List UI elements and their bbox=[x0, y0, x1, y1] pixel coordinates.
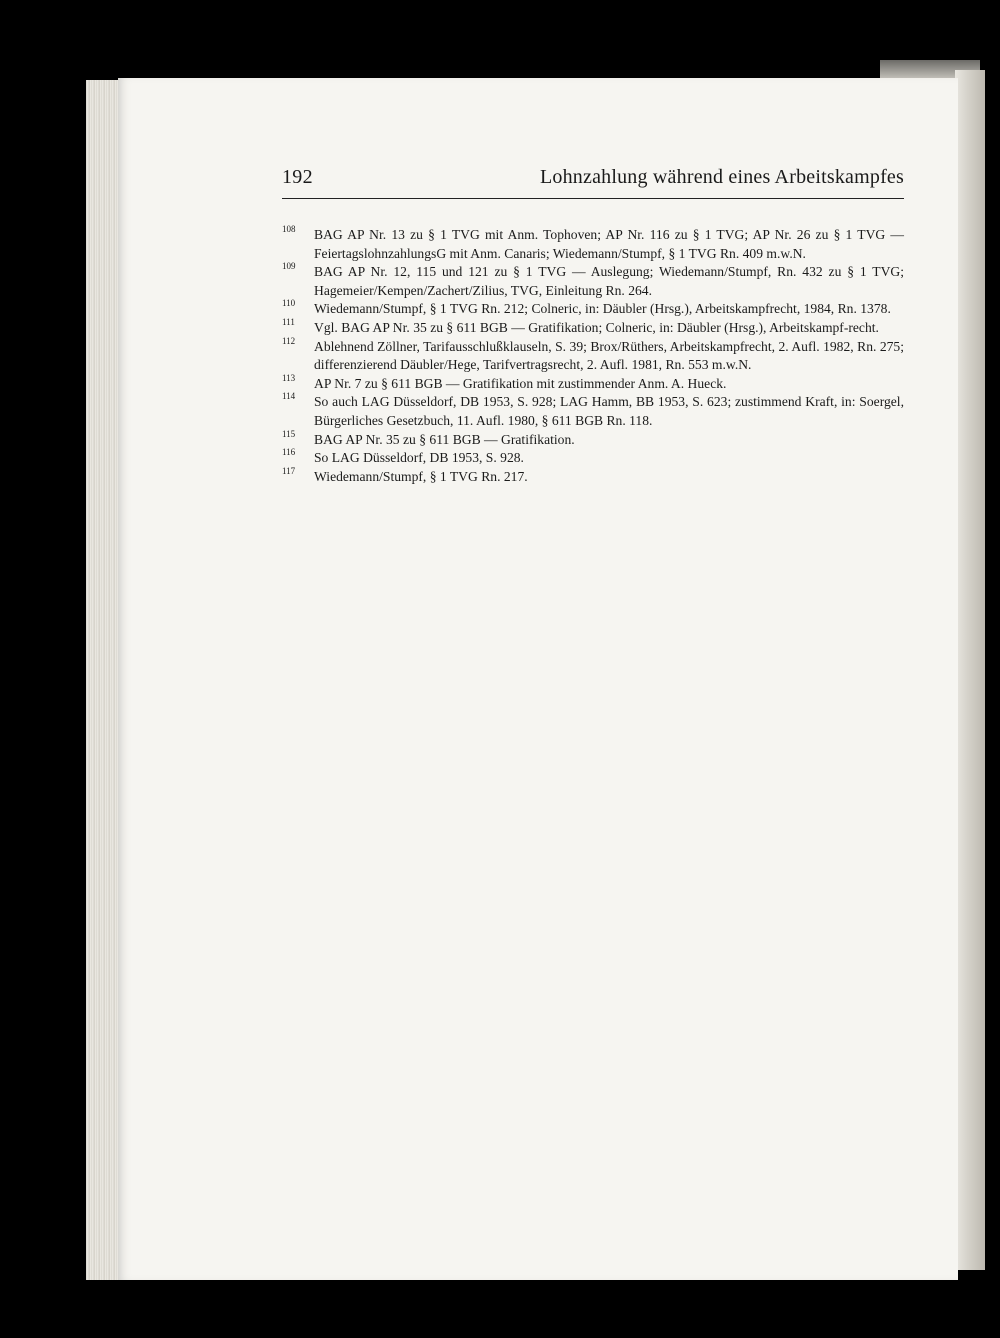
footnote-number: 114 bbox=[282, 391, 296, 402]
header-rule bbox=[282, 198, 904, 199]
footnote-number: 115 bbox=[282, 428, 296, 439]
footnote-117 bbox=[282, 465, 904, 487]
footnote-114 bbox=[282, 393, 904, 430]
footnote-text: BAG AP Nr. 35 zu § 611 BGB — Gratifikation. bbox=[314, 431, 575, 447]
footnote-110 bbox=[282, 300, 904, 319]
footnote-text: So auch LAG Düsseldorf, DB 1953, S. 928; LAG Hamm, BB 1953, S. 623; zustimmend Kraft, in: Soergel, Bürgerliches Gesetzbuch, 11. Aufl. 1980, § 611 BGB Rn. 118. bbox=[314, 394, 904, 428]
footnote-116 bbox=[282, 449, 904, 468]
footnote-text: So LAG Düsseldorf, DB 1953, S. 928. bbox=[314, 450, 524, 466]
footnote-text: BAG AP Nr. 12, 115 und 121 zu § 1 TVG — Auslegung; Wiedemann/Stumpf, Rn. 432 zu § 1 TVG; Hagemeier/Kempen/Zachert/Zilius, TVG, Einleitung Rn. 264. bbox=[314, 264, 904, 298]
footnote-number: 109 bbox=[282, 261, 296, 272]
footnote-109 bbox=[282, 263, 904, 300]
footnote-text: AP Nr. 7 zu § 611 BGB — Gratifikation mit zustimmender Anm. A. Hueck. bbox=[314, 375, 727, 391]
running-head bbox=[282, 166, 904, 196]
footnote-108 bbox=[282, 226, 904, 263]
footnote-number: 116 bbox=[282, 447, 296, 458]
footnote-text: Vgl. BAG AP Nr. 35 zu § 611 BGB — Gratifikation; Colneric, in: Däubler (Hrsg.), Arbeitskampf-recht. bbox=[314, 319, 879, 335]
footnote-text: Wiedemann/Stumpf, § 1 TVG Rn. 212; Colneric, in: Däubler (Hrsg.), Arbeitskampfrecht, 1984, Rn. 1378. bbox=[314, 301, 891, 317]
footnote-number: 111 bbox=[282, 316, 295, 327]
footnote-number: 110 bbox=[282, 298, 296, 309]
footnote-number: 117 bbox=[282, 465, 296, 476]
page-number: 192 bbox=[282, 166, 313, 188]
footnote-112 bbox=[282, 335, 904, 375]
footnote-text: BAG AP Nr. 13 zu § 1 TVG mit Anm. Tophoven; AP Nr. 116 zu § 1 TVG; AP Nr. 26 zu § 1 TVG — FeiertagslohnzahlungsG mit Anm. Canaris; Wiedemann/Stumpf, § 1 TVG Rn. 409 m.w.N. bbox=[314, 227, 904, 261]
footnote-115 bbox=[282, 428, 904, 450]
footnote-113 bbox=[282, 372, 904, 394]
page-edges-right bbox=[955, 70, 985, 1270]
footnote-number: 108 bbox=[282, 224, 296, 234]
footnote-number: 112 bbox=[282, 335, 296, 346]
footnote-list bbox=[282, 226, 904, 486]
footnote-text: Ablehnend Zöllner, Tarifausschlußklauseln, S. 39; Brox/Rüthers, Arbeitskampfrecht, 2. Aufl. 1982, Rn. 275; differenzierend Däubler/Hege, Tarifvertragsrecht, 2. Aufl. 1981, Rn. 553 m.w.N. bbox=[314, 338, 904, 373]
footnote-number: 113 bbox=[282, 372, 296, 383]
footnote-text: Wiedemann/Stumpf, § 1 TVG Rn. 217. bbox=[314, 468, 528, 484]
running-title: Lohnzahlung während eines Arbeitskampfes bbox=[539, 166, 904, 188]
footnote-111 bbox=[282, 316, 904, 338]
